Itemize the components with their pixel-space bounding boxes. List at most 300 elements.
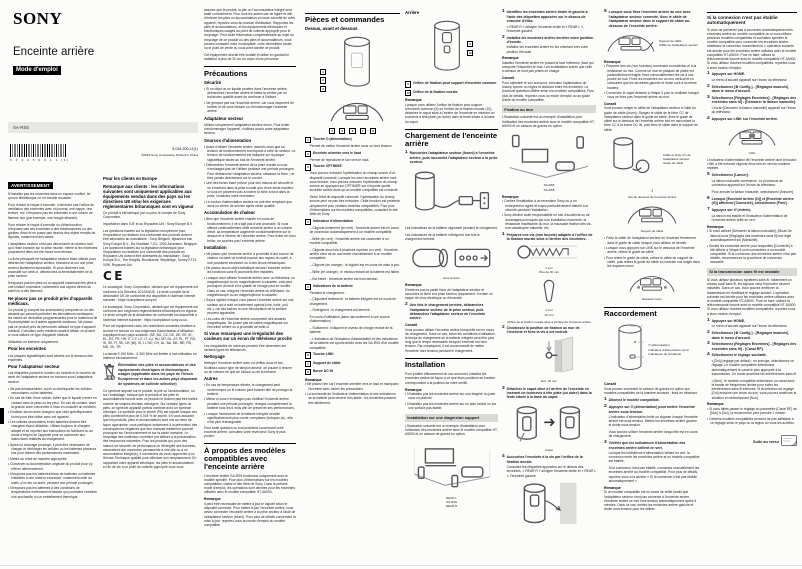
page-bottom-rule xyxy=(0,565,802,566)
figure-label: REAR L xyxy=(446,495,457,500)
bullet-item: • Une des fiches étant prévue pour des raisons de sécurité et ne s'insérant dans la prise murale que d'une seule manière, si vous ne parvenez pas à insérer la fiche à fond dans la prise, contactez votre revendeur. xyxy=(204,181,295,199)
note-label: Remarque xyxy=(502,194,519,199)
bullet-item: • N'utiliser aucun autre chargeur que celui spécifiquement fourni pour être utilisé avec cet appareil. xyxy=(8,410,93,419)
step-number: 5 xyxy=(707,172,710,178)
step-head xyxy=(502,455,596,464)
part-detail: Vous pouvez exécuter l'optimisation du champ sonore d'un dispositif connecté. Lorsque les deux enceintes arrière sont sous tension, vous pouvez exécuter l'optimisation du champ sonore en appuyant sur OPTIMIZE sur n'importe quelle enceinte arrière alors qu'un modèle compatible est connecté. xyxy=(309,171,399,193)
note-label: Remarque xyxy=(405,387,422,392)
figure-speakerFront xyxy=(305,34,400,134)
step-title: Vérifiez que les indicateurs d'alimentation des enceintes arrière brillent en vert. xyxy=(608,441,686,450)
figure-label: 4 mm xyxy=(545,308,553,313)
figure-label: Indicateurs de la batterie xyxy=(648,352,682,357)
paragraph: Les étiquettes portant le numéro du modèle et le numéro de série de l'adaptateur secteur se trouvent sous l'adaptateur secteur. xyxy=(8,371,96,384)
callout-number: 4 xyxy=(329,128,335,134)
step-item xyxy=(604,398,700,403)
step-title: Sélectionnez [Réglages Enceintes] - [Réglages des enceintes sans fil] - [Démarrer la liaison manuelle]. xyxy=(711,96,797,105)
sub-heading: Autres xyxy=(204,376,218,382)
step-detail: Vous pouvez utiliser l'enceinte arrière lorsqu'elle est en cours de chargement. xyxy=(608,430,698,439)
step-title: Détachez le capot situé à l'arrière de l'enceinte en insérant un tournevis à tête plate (ou autre) dans la fente située à la base du capot. xyxy=(506,386,592,400)
paragraph: L'illustration suivante est un exemple d'installation pour l'utilisation des enceintes arrière avec le modèle compatible HT-A5000 et un caisson de graves en option. xyxy=(405,423,498,437)
paragraph: Utilisation en intérieur uniquement. xyxy=(8,339,59,344)
part-number: 4 xyxy=(305,219,311,225)
figure-hole xyxy=(502,278,596,318)
figure-row xyxy=(502,402,596,449)
paragraph: L'indicateur d'alimentation de l'enceinte arrière dont le bouton LINK a été enfoncé clignote deux fois en vert de manière répétée. xyxy=(707,157,797,171)
step-detail: Le menu d'accueil apparaît sur l'écran du téléviseur. xyxy=(711,78,788,83)
figure-label: REAR R xyxy=(445,504,458,509)
bullet-item: • Même si vous n'envisagez pas d'utiliser l'enceinte arrière pendant une période prolongée, chargez complètement la batterie tous les 6 mois afin de préserver ses performances. xyxy=(204,397,295,410)
paragraph: Il peut être nécessaire de mettre à jour le logiciel selon le dispositif connecté. Pour mettre à jour l'enceinte arrière, vous devez connecter l'enceinte arrière à la prise secteur à l'aide de l'adaptateur secteur (fourni). Pour plus de détails concernant la mise à jour, reportez-vous au mode d'emploi du modèle compatible. xyxy=(204,501,296,527)
figure-roomWall xyxy=(502,131,596,193)
column-raccordement xyxy=(604,8,700,562)
part-item xyxy=(405,81,498,87)
figure-drawing xyxy=(628,271,676,298)
step-number: 3 xyxy=(604,440,607,446)
note-label: Remarque xyxy=(405,98,422,103)
figure-connectSpeaker xyxy=(604,321,700,380)
figure-callouts xyxy=(467,41,473,56)
figure-drawing xyxy=(430,18,464,79)
paragraph: Installez l'enceinte arrière en posant la face inférieure (face qui comporte l'étiquette) en bas. Les installations autres que celle ci-dessus ne sont pas prises en charge. xyxy=(502,61,594,74)
part-item xyxy=(305,151,400,162)
step-title: Lorsque [Enceinte arrière (D)] et [Enceinte arrière (G)] affichent [Connecté], sélectionnez [Finir]. xyxy=(711,196,794,206)
bullet-item: • Lorsque vous utilisez l'enceinte arrière avec un téléviseur, un magnétoscope ou un magnétophone à cassette, cela peut provoquer du bruit et la qualité de l'image peut en souffrir. Dans ce cas, éloignez l'enceinte arrière du téléviseur, du magnétoscope ou du magnétophone à cassette. xyxy=(204,276,295,297)
part-detail: – S'allument : indiquent le niveau de charge restant de la batterie. xyxy=(309,326,393,335)
step-item xyxy=(502,10,596,33)
figure-drawing xyxy=(512,402,586,449)
step-item xyxy=(604,10,700,28)
step-title: Appuyez sur HOME. xyxy=(711,318,746,323)
paragraph: Les indicateurs de la batterie clignotent pendant le chargement. xyxy=(405,225,498,230)
figure-row xyxy=(604,201,700,229)
section-heading: Raccordement xyxy=(604,307,700,318)
step-title: Sélectionnez [⚙ Config.] - [Réglages avancés] dans le menu d'accueil. xyxy=(711,84,789,94)
model-bar xyxy=(8,122,198,133)
step-head xyxy=(604,10,700,28)
figure-row xyxy=(405,244,498,277)
figure-cableGuide xyxy=(604,134,700,185)
paragraph: N'enlevez pas la partie fiche de l'adaptateur secteur et raccordez la fiche à la prise secteur uniquement. Il existe un risque de choc électrique ou d'incendie. xyxy=(405,287,493,301)
paragraph: Les indicateurs de la batterie s'éteignent une fois le chargement terminé. xyxy=(405,232,480,241)
part-number: 10 xyxy=(406,90,410,95)
section-heading: Pièces et commandes xyxy=(305,13,400,24)
part-head xyxy=(405,90,498,96)
part-head xyxy=(305,151,400,157)
step-title: Lorsque vous fixez l'enceinte arrière au mur avec l'adaptateur secteur connecté, fixez le câble de l'adaptateur secteur dans le support de câble au-dessous de l'enceinte arrière. xyxy=(608,10,691,28)
paragraph: Pour optimiser le son surround, exécutez l'optimisation du champ sonore ou réglez la distance entre les enceintes. La fonction/l'opération diffère selon les modèles compatibles. Pour plus de détails, reportez-vous au mode d'emploi ou au guide d'aide du modèle compatible. xyxy=(502,80,595,102)
step-title: Sélectionnez le réglage souhaité. xyxy=(711,353,767,358)
part-label: Indicateur d'alimentation xyxy=(312,218,353,223)
step-detail: Le menu d'accueil apparaît sur l'écran du téléviseur. xyxy=(711,324,788,329)
bullet-item: • N'installez pas les enceintes arrière sur un plan incliné ou sur une surface pas stable. xyxy=(405,402,497,411)
step-item xyxy=(502,326,596,335)
figure-label: Câble de l'adaptateur secteur xyxy=(658,43,699,48)
figure-speakerRear xyxy=(405,18,498,79)
code-block xyxy=(10,144,198,162)
step-number: 7 xyxy=(707,206,710,212)
paragraph: Les irrégularités de couleurs peuvent être observées sur certains types de téléviseurs. xyxy=(204,343,287,352)
document-number: 5-034-500-11(1) xyxy=(172,147,198,151)
paragraph: N'exposez pas les piles ou un appareil contenant des piles à une chaleur excessive, notamment aux rayons directs du soleil ou à des flammes. xyxy=(8,280,97,294)
step-head xyxy=(707,173,797,178)
step-item xyxy=(707,85,797,94)
step-item xyxy=(502,233,596,242)
part-detail: – Clignote lentement (en vert) : l'enceinte arrière est en cours de connexion automatiquement à un modèle compatible. xyxy=(309,225,399,234)
paragraph: Pour cet équipement radio, les restrictions suivantes relatives à la mise en service ou aux exigences d'autorisation d'utilisation s'appliquent aux pays suivants : BE, BG, CZ, DK, DE, EE, IE, EL, ES, FR, HR, IT, CY, LV, LT, LU, HU, MT, NL, AT, PL, PT, RO, SI, SK, FI, SE, UK (NI), IS, LI, NO, CH, AL, BA, MK, ME, RS, MD, XK, TR. xyxy=(103,324,197,350)
bullet-item: • Seules les enceintes arrière pour lesquelles [Connecté] a été affiché à l'étape 6 sont connectées à un modèle compatible. Si la connexion des enceintes arrière n'est pas établie, recommencez la procédure de connexion manuelle. xyxy=(707,243,797,265)
note-label: Conseil xyxy=(604,101,617,106)
step-number: 2 xyxy=(405,302,408,308)
figure-label: 10 mm xyxy=(544,312,554,317)
figure-cableBottom xyxy=(604,30,700,58)
part-detail: – Clignote deux fois à plusieurs reprises (en vert) : l'enceinte arrière vient de se connecter manuellement à un modèle compatible. xyxy=(309,247,398,261)
step-title: Accrochez l'enceinte à la vis par l'orifice de la fixation murale. xyxy=(506,455,583,464)
bullet-item: • Les coins de l'enceinte arrière comportent des aimants magnétiques. Ne posez pas de cartes magnétiques sur l'enceinte arrière ou à proximité de celle-ci. xyxy=(204,316,288,330)
part-label: Touche LINK xyxy=(312,352,334,357)
callout-number: 9 xyxy=(467,41,473,47)
figure-label: 4 mm xyxy=(545,266,553,271)
masthead xyxy=(13,9,94,76)
bullet-item: • Après un stockage prolongé, il peut être nécessaire de charger et décharger les cellules ou les batteries plusieurs fois pour obtenir des performances maximales. xyxy=(8,442,97,456)
callout-number: 7 xyxy=(360,128,366,134)
bullet-item: • Débranchez l'enceinte arrière de la prise murale si vous n'envisagez pas de l'utiliser pendant une période prolongée. Pour débrancher l'adaptateur secteur, saisissez la fiche ; ne tirez jamais directement sur le cordon. xyxy=(204,163,295,180)
note-label: Remarque xyxy=(707,402,724,407)
step-title: Appuyez sur LINK sur l'enceinte arrière. xyxy=(711,116,779,121)
bullet-item: • Avant d'utiliser l'enceinte arrière, assurez-vous que sa tension de fonctionnement correspond à celle du secteur. La tension de fonctionnement est indiquée sur la plaque signalétique située au bas de l'enceinte arrière. xyxy=(204,144,296,162)
figure-chargingDone xyxy=(405,244,498,281)
sony-logo: SONY xyxy=(13,9,63,28)
section-heading: Précautions xyxy=(204,66,296,77)
step-title: Allumez le modèle compatible. xyxy=(608,398,660,403)
step-number: 2 xyxy=(604,404,607,410)
note-label: Remarque xyxy=(502,56,519,61)
part-head xyxy=(405,81,498,87)
step-title: Choisissez la position de fixation au mur de l'enceinte et fixez la vis à cet endroit. xyxy=(506,326,580,335)
figure-drawing xyxy=(329,34,385,127)
figure-callouts xyxy=(320,69,326,93)
step-head xyxy=(707,208,797,213)
part-head xyxy=(305,219,400,225)
paragraph: Le soussigné, Sony Corporation, déclare que cet équipement est conforme aux exigences réglementaires britanniques en vigueur. Le texte complet de la déclaration de conformité est disponible à l'adresse internet suivante : https://compliance.sony.co.uk xyxy=(103,304,198,322)
step-number: 4 xyxy=(707,352,710,358)
figure-row xyxy=(502,337,596,380)
ruled-sub-heading: Si la connexion n'est pas établie automatiquement xyxy=(707,12,797,26)
part-label: Orifice de fixation pour support d'enceinte commun xyxy=(412,81,497,86)
part-label: Touche OPTIMIZE xyxy=(312,164,342,169)
bullet-item: • Fixez le câble de l'adaptateur secteur en l'insérant fermement dans le guide de câble lorsque vous utilisez ce dernier. xyxy=(604,236,696,245)
column-precautions xyxy=(204,8,296,562)
sub-heading: Pour les clients en Europe xyxy=(103,176,157,181)
sub-heading: Accumulation de chaleur xyxy=(204,210,256,216)
paragraph: La bande 5 150 MHz - 5 350 MHz est limitée à une utilisation en intérieur exclusivement. xyxy=(103,352,197,361)
figure-row xyxy=(707,124,797,152)
part-item xyxy=(305,369,400,375)
step-item xyxy=(604,405,700,438)
callout-number: 1 xyxy=(320,69,326,75)
part-item xyxy=(305,219,400,281)
figure-drawing xyxy=(727,124,777,152)
part-number: 9 xyxy=(405,81,411,87)
bullet-item: • Si vous activez [Démarrer la liaison manuelle], [Mode De liaison] sous [Réglages des enceintes sans fil] est réglé automatiquement sur [Manuelle]. xyxy=(707,229,792,242)
part-detail: – Brille (en orange) : le niveau restant de la batterie est faible. xyxy=(309,269,400,274)
step-item xyxy=(604,441,700,483)
part-head xyxy=(305,284,400,290)
step-head xyxy=(502,36,596,45)
step-title: Appuyez sur ⏎ (entrée). xyxy=(711,207,752,212)
step-title: Appuyez sur ⏻ (alimentation) pour mettre l'enceinte arrière sous tension. xyxy=(608,405,695,414)
paragraph: L'enceinte arrière SA-RS5 fonctionne uniquement avec le modèle spécifié. Pour plus d'informations sur les modèles compatibles, visitez le site Web de Sony. Dans le présent mode d'emploi, les opérations sont décrites pour les enceintes utilisées avec le modèle compatible HT-A5000. xyxy=(204,473,295,495)
part-item xyxy=(305,164,400,216)
step-head xyxy=(707,117,797,122)
callout-number: 6 xyxy=(349,128,355,134)
paragraph: Cet équipement devrait être installé et utilisé en gardant le radiateur à plus de 20 cm du corps d'une personne. xyxy=(204,52,290,61)
paragraph: Le soussigné, Sony Corporation, déclare que cet équipement est conforme à la Directive 2014/53/UE. Le texte complet de la déclaration UE de conformité est disponible à l'adresse internet suivante : https://compliance.sony.eu xyxy=(103,285,198,303)
step-item xyxy=(502,455,596,477)
step-title: Sélectionnez [⚙ Config.] - [Réglages avancés] dans le menu d'accueil. xyxy=(711,331,789,340)
figure-coverRemove xyxy=(502,402,596,453)
paragraph: L'adaptateur secteur n'est pas déconnecté du secteur tant qu'il reste branché sur la prise murale, même si les enceintes proprement dites ont été mises hors tension. xyxy=(8,241,98,255)
note-label: Remarque xyxy=(305,377,322,382)
paragraph: Nettoyez l'enceinte arrière avec un chiffon doux et sec. N'utilisez aucun type de tampon abrasif, de poudre à récurer ou de solvant, tel que de l'alcool ou de la benzine. xyxy=(204,361,293,374)
part-detail: En cours d'utilisation (sans raccordement à une source d'alimentation) : xyxy=(309,315,390,324)
figure-espacesCreux xyxy=(604,271,700,302)
sub-heading: Adaptateur secteur xyxy=(204,115,244,121)
figure-drawing xyxy=(604,134,660,185)
bullet-item: • Sony décline toute responsabilité en cas d'accidents ou de dommages provoqués par une installation incorrecte, la résistance insuffisante du mur, la mauvaise fixation des vis, une catastrophe naturelle, etc. xyxy=(502,213,592,231)
step-item xyxy=(707,197,797,206)
step-detail: • [Non] : le modèle compatible sélectionne un canal dans la bande de fréquences limitée pour éviter les interférences sans fil externes. Si la sélection du réglage [Oui] entraîne une chute du son, vous pouvez améliorer la situation en sélectionnant [Non]. xyxy=(711,378,797,400)
paragraph: La fiche principale de l'adaptateur secteur étant utilisée pour débrancher l'adaptateur secteur, branchez-la sur une prise secteur facilement accessible. Si vous observez une anomalie sur celle-ci, débranchez-la immédiatement de la prise secteur. xyxy=(8,257,96,279)
figure-drawing xyxy=(517,480,581,533)
column-fixation-mur xyxy=(502,8,596,562)
step-number: 3 xyxy=(707,341,710,347)
bullet-item: • Les cellules secondaires et les batteries doivent être chargées avant utilisation. Utiliser toujours le chargeur adapté et se reporter aux instructions du fabricant ou au mode d'emploi de l'appareil pour se conformer aux instructions relatives au chargement. xyxy=(8,420,93,442)
part-detail: Selon l'état du dispositif connecté, l'optimisation du champ sonore peut ne pas être exécutée. Cette fonction est présente uniquement pour certains modèles compatibles. Pour plus d'informations sur les modèles compatibles, consultez le site Web de Sony. xyxy=(309,195,400,216)
sub-heading: Sources d'alimentation xyxy=(204,137,252,143)
gray-box-heading: Fixation au mur xyxy=(502,105,596,113)
paragraph: Pour réduire le risque d'incendie, n'obstruez pas l'orifice de ventilation des enceintes avec un journal, une nappe, une tenture, etc. N'exposez pas les enceintes à une source de flamme nue (par exemple, une bougie allumée). xyxy=(8,203,95,220)
step-head xyxy=(707,72,797,77)
figure-drawing xyxy=(615,321,645,380)
figure-side-labels xyxy=(663,154,700,166)
step-detail: Lorsque les indicateurs d'alimentation brillent en vert, la connexion entre les enceintes arrière et un modèle compatible est établie. xyxy=(608,450,700,464)
step-item xyxy=(405,151,498,164)
figure-row xyxy=(502,480,596,533)
figure-row xyxy=(502,131,596,184)
paragraph: Utilisez uniquement l'adaptateur secteur fourni. Pour éviter d'endommager l'appareil, n'utilisez aucun autre adaptateur secteur. xyxy=(204,122,290,136)
step-number: 1 xyxy=(405,150,408,156)
step-detail: Consultez les étiquettes apposées sur le dessus des enceintes. « REAR R » désigne l'enceinte droite et « REAR L », l'enceinte gauche. xyxy=(506,465,596,478)
section-heading: Chargement de l'enceinte arrière xyxy=(405,129,498,148)
part-number: 3 xyxy=(305,164,311,170)
bullet-item: • N'exposez pas les batteries/blocs de batteries ou batteries installées à une chaleur excessive, notamment celle du soleil, d'un feu ou autre, pendant une période prolongée. xyxy=(8,472,96,485)
down-arrow-icon: ↓ xyxy=(650,187,654,194)
paragraph: Importateur dans l'UE et au Royaume-Uni : Sony Europe B.V. xyxy=(103,222,193,227)
section-heading: Installation xyxy=(405,358,498,369)
bullet-item: • Conservez le capot détaché à l'étape 3 pour le réutiliser lorsque vous ne fixez pas l'enceinte arrière au mur. xyxy=(604,91,700,100)
figure-label: Espaces creux xyxy=(642,296,662,301)
step-head xyxy=(604,405,700,414)
page-flip-label: Suite au verso xyxy=(753,440,779,445)
part-number: 8 xyxy=(305,369,311,375)
bullet-item: • Bien que l'enceinte arrière chauffe en cours de fonctionnement, il ne s'agit pas d'une anomalie. Si vous utilisez continuellement cette enceinte arrière à un volume élevé, sa température augmente considérablement sur le dessus et à l'arrière de l'enceinte arrière. Pour éviter de vous brûler, ne touchez pas l'enceinte arrière. xyxy=(204,217,296,243)
step-number: 2 xyxy=(502,34,505,40)
note-label: Remarque xyxy=(707,224,724,229)
column-avertissement xyxy=(8,174,98,562)
step-item xyxy=(707,331,797,340)
step-title: Sélectionnez [Réglages Enceintes] - [Réglages des enceintes sans fil] - [Canal RF]. xyxy=(711,342,797,351)
step-number: 5 xyxy=(604,9,607,15)
part-detail: – S'éteignent : le chargement est terminé. xyxy=(309,308,371,313)
part-head xyxy=(305,369,400,375)
step-title: Préparez une vis (non fournie) adaptée à l'orifice de la fixation murale situé à l'arrière des enceintes. xyxy=(506,232,593,242)
figure-screw xyxy=(502,243,596,275)
step-title: Installez les enceintes arrière derrière votre position d'écoute. xyxy=(506,35,594,44)
part-head xyxy=(305,137,400,143)
part-detail: Pendant le chargement : xyxy=(309,290,346,295)
paragraph: Si vous utilisez plusieurs systèmes sans fil, notamment un réseau local sans fil, les signaux sans fil peuvent devenir instables. Dans ce cas, vous pouvez améliorer la transmission en modifiant le réglage suivant. L'opération suivante est décrite pour les enceintes arrière utilisées avec le modèle compatible HT-A5000. Pour ce faire, utilisez la télécommande fournie avec le modèle compatible HT-A5000. Si vous utilisez d'autres modèles compatibles, reportez-vous à leurs modes d'emploi. xyxy=(707,277,797,316)
step-detail: Installez les enceintes arrière en les orientant vers votre position d'écoute. xyxy=(506,45,589,54)
part-item xyxy=(405,90,498,96)
figure-drawing xyxy=(521,337,577,380)
figure-row xyxy=(604,134,700,185)
bullet-item: • Lorsque l'autonomie de la batterie intégrée semble significativement plus courte, remplacez (indiquez-la) ; elle n'est plus rechargeable. xyxy=(204,411,293,424)
sub-heading: Arrière xyxy=(405,10,420,15)
step-item xyxy=(502,36,596,54)
step-head xyxy=(502,387,596,400)
paragraph: Pour toute question ou tout problème concernant votre enceinte arrière, consultez votre revendeur Sony le plus proche. xyxy=(204,425,286,438)
print-registration-mark xyxy=(0,408,4,424)
paragraph: Lorsque vous utilisez l'orifice de fixation pour support d'enceinte commun (9) ou l'orifice de la fixation murale (10), détachez le capot situé à l'arrière de l'enceinte en insérant un tournevis à tête plate (ou autre) dans la fente située à la base du capot. xyxy=(405,102,495,124)
figure-row xyxy=(604,30,700,58)
paragraph: Pour réduire le risque d'incendie ou d'électrocution, n'exposez pas ces enceintes à des éclaboussures ou des gouttes d'eau et ne posez pas dessus des objets remplis de liquides, notamment des vases. xyxy=(8,222,96,240)
step-item xyxy=(707,72,797,82)
step-item xyxy=(707,173,797,194)
callout-number: 2 xyxy=(320,77,326,83)
step-head xyxy=(707,342,797,351)
step-number: 2 xyxy=(707,330,710,336)
callout-number: 10 xyxy=(468,50,472,55)
step-title: Raccordez l'adaptateur secteur (fourni) à l'enceinte arrière, puis raccordez l'adaptateur secteur à la prise secteur. xyxy=(409,151,498,164)
bullet-item: • Si vous faites passer le réglage du paramètre [Canal RF] de [Non] à [Oui], la reconnexion peut prendre 1 minute. xyxy=(707,407,797,416)
step-number: 1 xyxy=(502,9,505,15)
figure-labels xyxy=(405,497,498,509)
step-head xyxy=(604,441,700,450)
sub-heading: Ne placez pas ce produit près d'appareils médicaux. xyxy=(8,295,93,306)
paragraph: Vous pouvez utiliser l'enceinte arrière lorsqu'elle est en cours de chargement. Dans ce cas, selon les conditions d'utilisation, le temps de chargement de la batterie intégrée peut être plus long que le temps nécessaire lorsque l'enceinte est hors tension. Par conséquent, il est recommandé de mettre l'enceinte hors tension pendant le chargement. xyxy=(405,327,496,353)
step-head xyxy=(707,197,797,206)
part-detail: Permet de reproduire le son vers le haut. xyxy=(309,157,370,162)
step-detail: • [Oui] (réglage par défaut) : en principe, sélectionnez ce réglage. Le modèle compatible sélectionne automatiquement le canal le plus approprié à la transmission. Ce mode accentue les interférences sans fil. xyxy=(711,359,797,376)
sub-heading: Sécurité xyxy=(204,79,221,85)
figure-row xyxy=(305,34,400,127)
part-detail: – Clignote (en orange) : le logiciel est en cours de mise à jour. xyxy=(309,263,400,268)
page-flip xyxy=(707,433,797,451)
paragraph: Vous pouvez ranger le câble de l'adaptateur secteur à l'aide du guide de câble (fourni). Rangez le câble de la fiche CC de l'adaptateur secteur dans le guide de câble, fixez le guide de câble sur le dessous de l'enceinte arrière tout en raccordant la fiche CC à la borne DC IN, puis fixez le câble dans le support de câble. xyxy=(604,106,699,132)
note-label: Conseil xyxy=(604,382,617,387)
paragraph: Vous pouvez connecter le caisson de graves en option aux modèles compatibles de la manière suivante ; lisez en débutant. xyxy=(604,386,698,396)
step-number: 1 xyxy=(502,231,505,237)
bullet-item: • N'exposez pas les batteries à des conditions de températures extrêmement basses qui pourraient entraîner une surchauffe ou un emballement thermique. xyxy=(8,486,98,499)
step-detail: La liaison manuelle commence. Le processus de connexion apparaît sur l'écran du téléviseur. xyxy=(711,178,783,188)
figure-row xyxy=(502,243,596,266)
part-detail: – Brille (en vert) : l'enceinte arrière est connectée à un modèle compatible. xyxy=(309,236,389,246)
figure-label: Plus de 30 mm xyxy=(538,270,559,275)
bullet-item: • Conserver la documentation originale du produit pour s'y référer ultérieurement. xyxy=(8,462,93,471)
figure-drawing xyxy=(516,243,582,266)
step-head xyxy=(707,319,797,324)
mode-emploi-badge: Mode d'emploi xyxy=(13,66,61,75)
step-number: 3 xyxy=(707,95,710,101)
sub-heading: Nettoyage xyxy=(204,354,225,360)
figure-label: SA-RS5 xyxy=(543,183,555,188)
figure-bottomView xyxy=(604,201,700,234)
part-head xyxy=(305,352,400,358)
part-label: Enceinte orientée vers le haut xyxy=(312,150,362,155)
part-head xyxy=(305,164,400,170)
step-head xyxy=(707,96,797,105)
figure-labels xyxy=(604,298,700,302)
part-item xyxy=(305,352,400,358)
callout-number: 3 xyxy=(320,86,326,92)
gray-box-heading: Installation sur une étagère/un support xyxy=(405,414,498,422)
figure-label: Support de câble xyxy=(658,38,682,43)
figure-labels xyxy=(405,277,498,281)
step-head xyxy=(604,398,700,403)
figure-labels xyxy=(502,267,596,275)
bullet-item: • Soyez vigilant lorsque vous placez l'enceinte arrière sur une surface qui a subi un traitement spécial (cire, huile, poli, etc.), car des taches ou une décoloration de la surface peuvent apparaître. xyxy=(204,298,294,316)
part-item xyxy=(305,284,400,350)
bullet-item: • Ne placez rien sur l'enceinte orientée vers le haut et manipulez l'enceinte avec toutes les précautions. xyxy=(305,382,399,391)
part-number: 1 xyxy=(305,137,311,143)
figure-label: SA-RS5 xyxy=(446,500,457,505)
step-item xyxy=(707,208,797,222)
paragraph: N'installez pas les enceintes dans un espace confiné, tel qu'une bibliothèque ou un meuble encastré. xyxy=(8,192,91,201)
section-heading: À propos des modèles compatibles avec l'enceinte arrière xyxy=(204,443,296,470)
paragraph: L'illustration suivante est un exemple d'installation pour l'utilisation des enceintes arrière avec le modèle compatible HT-A5000 et un caisson de graves en option. xyxy=(502,115,595,128)
sub-heading: Si vous remarquez une irrégularité des couleurs sur un écran de téléviseur proche xyxy=(204,331,292,342)
bullet-item: • Confiez l'installation à un revendeur Sony ou à un entrepreneur agréé et soyez particulièrement attentif à la sécurité pendant l'installation. xyxy=(502,199,589,212)
step-head xyxy=(707,353,797,358)
page-curl-icon xyxy=(781,433,797,451)
part-detail: – Clignotent lentement : la batterie intégrée est en cours de chargement. xyxy=(309,297,397,306)
part-label: Touche ⏻ (alimentation) xyxy=(312,136,352,141)
paragraph: Ce symbole apposé sur le produit, la pile ou l'accumulateur, ou sur l'emballage, indique que le produit et les piles et accumulateurs fournis avec ce produit ne doivent pas être traités comme de simples déchets ménagers. Sur certains types de piles, ce symbole apparaît parfois combiné avec un symbole chimique. Le symbole pour le plomb (Pb) est rajouté lorsque ces piles contiennent plus de 0,004 % de plomb. En vous assurant que les produits, piles et accumulateurs sont mis au rebut de façon appropriée, vous participez activement à la prévention des conséquences négatives que leur mauvais traitement pourrait provoquer sur l'environnement et sur la santé humaine. Le recyclage des matériaux contribue par ailleurs à la préservation des ressources naturelles. Pour les produits qui, pour des raisons de sécurité, de performance ou d'intégrité des données, nécessitent une connexion permanente à une pile ou à un accumulateur intégré(e), il conviendra de vous rapprocher d'un Service Technique qualifié pour effectuer son remplacement. En rapportant votre appareil électrique, les piles et accumulateurs en fin de vie à un point de collecte approprié vous vous xyxy=(103,388,198,469)
figure-row xyxy=(604,321,700,380)
figure-labels xyxy=(502,380,596,384)
paragraph: Si un modèle compatible est en mode de veille tandis que l'adaptateur secteur n'est pas connecté à l'enceinte arrière, l'enceinte arrière se met hors tension automatiquement après 5 minutes. Dans ce cas, mettez les enceintes arrière gauche et droite sous tension pour les utiliser. xyxy=(604,490,697,512)
paragraph: Si vous ne parvenez pas à connecter automatiquement les enceintes arrière au modèle compatible ou si vous utilisez plusieurs modèles compatibles et souhaitez spécifier le modèle compatible pour connecter les enceintes arrière, établissez la connexion manuellement. L'opération suivante est décrite pour les enceintes arrière utilisées avec le modèle compatible HT-A5000. Pour ce faire, utilisez la télécommande fournie avec le modèle compatible HT-A5000. Si vous utilisez d'autres modèles compatibles, reportez-vous à leurs modes d'emploi. xyxy=(707,27,797,70)
step-title: Identifiez les enceintes arrière droite et gauche à l'aide des étiquettes apposées sur le dessus de chacune d'elles. xyxy=(506,10,588,24)
bullet-item: • Ne placez pas l'enceinte arrière à proximité d'une source de chaleur ou dans un endroit exposé aux rayons du soleil, à une poussière excessive ou à des chocs mécaniques. xyxy=(204,252,294,265)
note-label: Conseil xyxy=(405,322,418,327)
bullet-item: • Ne pas désassembler, ouvrir ou déchiqueter les cellules secondaires ou les batteries. xyxy=(8,386,92,395)
paragraph: Ce produit (y compris les accessoires) comporte un ou des aimants qui peuvent perturber les stimulateurs cardiaques, les valves de dérivation programmables pour le traitement de l'hydrocéphalie ou d'autres appareils médicaux. Ne placez pas ce produit près de personnes utilisant ce type d'appareil médical. Consultez votre médecin avant d'utiliser ce produit si vous utilisez ce type d'appareil médical. xyxy=(8,307,98,338)
step-head xyxy=(405,151,498,164)
figure-wallHang xyxy=(502,480,596,533)
figure-side-labels xyxy=(648,344,688,357)
figure-roomShelf xyxy=(405,439,498,509)
figure-drawing xyxy=(507,131,591,184)
bullet-item: • Ne grimpez pas sur l'enceinte arrière, car vous risqueriez de tomber et de vous blesser ou d'endommager l'enceinte arrière. xyxy=(204,100,294,114)
step-number: 1 xyxy=(604,397,607,403)
part-detail: – Est éteint : l'enceinte arrière est hors tension. xyxy=(309,276,379,281)
sub-heading: Installation xyxy=(204,244,227,250)
figure-side-labels xyxy=(659,39,698,48)
bullet-item: • En cas de fuite d'une cellule, éviter que le liquide n'entre en contact avec la peau ou les yeux. En cas de contact, laver la grande zone concernée à l'eau et consulter un médecin. xyxy=(8,396,97,409)
figure-row xyxy=(405,18,498,79)
column-pieces-commandes xyxy=(305,8,400,562)
